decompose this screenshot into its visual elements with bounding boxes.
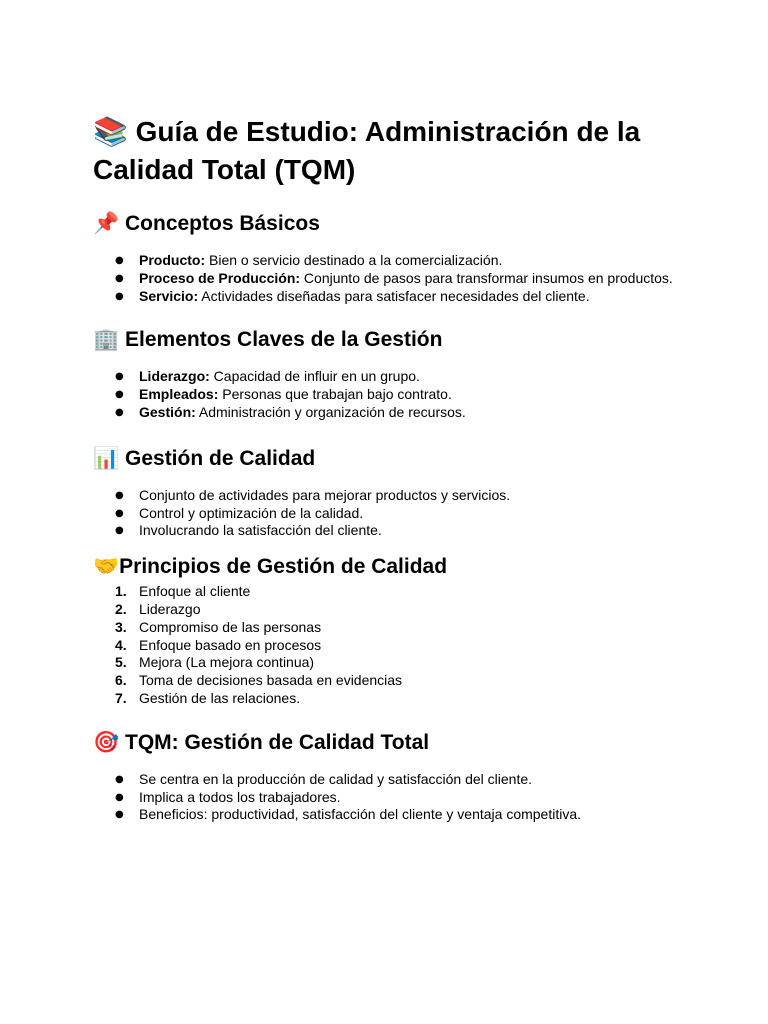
list-item-text: Beneficios: productividad, satisfacción del cliente y ventaja competitiva. bbox=[139, 806, 582, 823]
list-item-text: Administración y organización de recursos. bbox=[195, 403, 466, 420]
section-heading-text: TQM: Gestión de Calidad Total bbox=[125, 730, 430, 754]
section-heading-tqm bbox=[93, 728, 693, 757]
list-item bbox=[93, 404, 693, 422]
list-item bbox=[93, 672, 693, 690]
list-item bbox=[93, 690, 693, 708]
list-item bbox=[93, 583, 693, 601]
list-item-term: Servicio: bbox=[139, 287, 199, 304]
list-item bbox=[93, 270, 693, 288]
list-item-text: Conjunto de pasos para transformar insumos en productos. bbox=[300, 269, 673, 286]
section-heading-text: Conceptos Básicos bbox=[125, 212, 320, 235]
section-heading-text: Gestión de Calidad bbox=[125, 446, 316, 470]
list-item-text: Actividades diseñadas para satisfacer necesidades del cliente. bbox=[198, 287, 590, 304]
page-title-text: Guía de Estudio: Administración de la Calidad Total (TQM) bbox=[93, 116, 641, 185]
list-item bbox=[93, 487, 693, 505]
section-heading-conceptos-basicos bbox=[93, 209, 693, 238]
pushpin-icon: 📌 bbox=[93, 211, 120, 235]
list-item-text: Toma de decisiones basada en evidencias bbox=[139, 672, 403, 689]
books-icon: 📚 bbox=[93, 115, 128, 148]
list-item bbox=[93, 806, 693, 824]
list-item-text: Liderazgo bbox=[139, 600, 201, 617]
bullet-list-gestion-calidad bbox=[93, 487, 693, 540]
list-item-text: Conjunto de actividades para mejorar productos y servicios. bbox=[139, 486, 511, 503]
section-heading-principios bbox=[93, 552, 693, 581]
section-heading-gestion-calidad bbox=[93, 444, 693, 473]
list-item-term: Gestión: bbox=[139, 403, 196, 420]
list-item-number: 1. bbox=[115, 583, 127, 600]
bar-chart-icon: 📊 bbox=[93, 445, 120, 470]
bullet-list-conceptos bbox=[93, 252, 693, 305]
bullet-list-elementos bbox=[93, 368, 693, 421]
list-item-text: Control y optimización de la calidad. bbox=[139, 504, 364, 521]
list-item-term: Proceso de Producción: bbox=[139, 269, 301, 286]
handshake-icon: 🤝 bbox=[93, 554, 120, 579]
list-item bbox=[93, 252, 693, 270]
list-item-text: Capacidad de influir en un grupo. bbox=[209, 368, 420, 385]
list-item-term: Empleados: bbox=[139, 386, 219, 403]
section-heading-text: Principios de Gestión de Calidad bbox=[119, 555, 448, 579]
list-item-number: 6. bbox=[115, 672, 127, 689]
list-item-number: 7. bbox=[115, 689, 127, 706]
list-item bbox=[93, 789, 693, 807]
list-item-text: Involucrando la satisfacción del cliente. bbox=[139, 522, 382, 539]
list-item-text: Bien o servicio destinado a la comercialización. bbox=[205, 252, 503, 268]
list-item bbox=[93, 522, 693, 540]
page-title bbox=[93, 113, 693, 189]
office-building-icon: 🏢 bbox=[93, 327, 120, 352]
section-heading-elementos-claves bbox=[93, 325, 693, 354]
list-item bbox=[93, 368, 693, 386]
list-item bbox=[93, 619, 693, 637]
list-item-text: Compromiso de las personas bbox=[139, 618, 322, 635]
list-item bbox=[93, 505, 693, 523]
list-item-number: 2. bbox=[115, 600, 127, 617]
list-item-number: 3. bbox=[115, 618, 127, 635]
list-item bbox=[93, 637, 693, 655]
list-item-term: Producto: bbox=[139, 252, 206, 268]
section-heading-text: Elementos Claves de la Gestión bbox=[125, 328, 443, 352]
list-item-text: Mejora (La mejora continua) bbox=[139, 654, 315, 671]
list-item-number: 5. bbox=[115, 654, 127, 671]
list-item bbox=[93, 601, 693, 619]
list-item-text: Enfoque al cliente bbox=[139, 583, 251, 600]
list-item-text: Enfoque basado en procesos bbox=[139, 636, 322, 653]
list-item bbox=[93, 288, 693, 306]
list-item-text: Implica a todos los trabajadores. bbox=[139, 788, 341, 805]
list-item bbox=[93, 771, 693, 789]
document-page bbox=[93, 113, 693, 824]
list-item-text: Se centra en la producción de calidad y satisfacción del cliente. bbox=[139, 770, 533, 787]
direct-hit-icon: 🎯 bbox=[93, 729, 120, 754]
list-item-term: Liderazgo: bbox=[139, 368, 210, 385]
list-item-text: Personas que trabajan bajo contrato. bbox=[218, 386, 452, 403]
list-item bbox=[93, 386, 693, 404]
list-item-text: Gestión de las relaciones. bbox=[139, 689, 301, 706]
bullet-list-tqm bbox=[93, 771, 693, 824]
numbered-list-principios bbox=[93, 583, 693, 708]
list-item-number: 4. bbox=[115, 636, 127, 653]
list-item bbox=[93, 654, 693, 672]
